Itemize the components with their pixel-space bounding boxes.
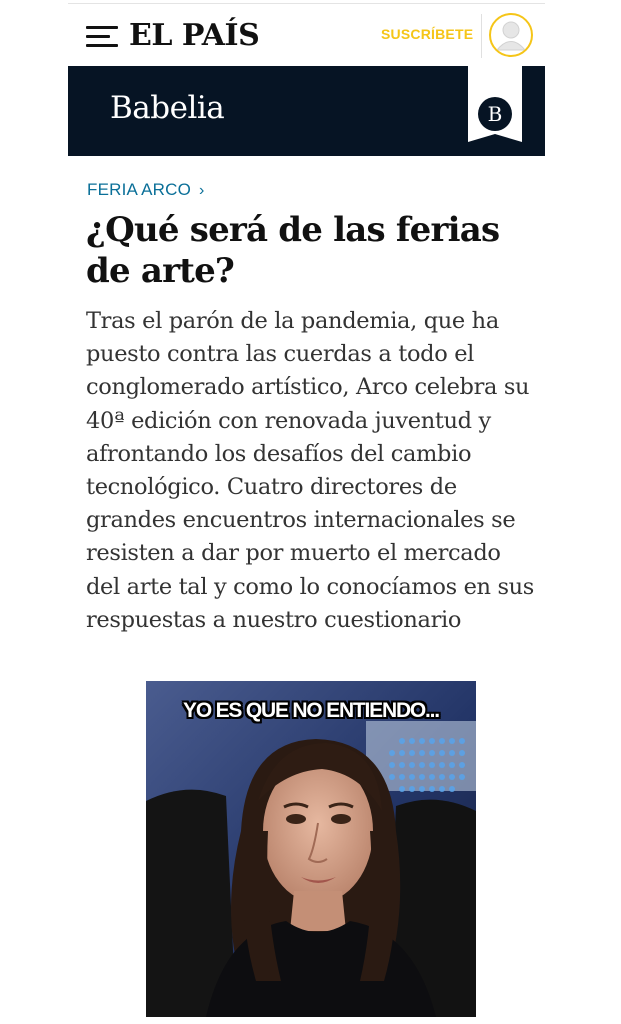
section-title[interactable]: Babelia [110, 90, 225, 126]
section-bookmark-badge[interactable] [468, 66, 522, 142]
site-header [68, 4, 545, 66]
article-kicker-link[interactable] [87, 180, 205, 200]
hamburger-menu-icon[interactable] [86, 26, 118, 48]
section-badge-letter: B [487, 102, 503, 126]
meme-caption: YO ES QUE NO ENTIENDO... [183, 699, 439, 722]
site-logo[interactable]: EL PAÍS [129, 18, 260, 53]
kicker-label: FERIA ARCO [87, 180, 192, 199]
article-standfirst: Tras el parón de la pandemia, que ha puesto contra las cuerdas a todo el conglomerado artístico, Arco celebra su 40ª edición con renovada juventud y afrontando los desafíos del cambio tecnológico. Cuatro directores de grandes encuentros internacionales se resisten a dar por muerto el mercado del arte tal y como lo conocíamos en sus respuestas a nuestro cuestionario [86, 308, 535, 633]
subscribe-button[interactable]: SUSCRÍBETE [381, 26, 474, 42]
article-headline: ¿Qué será de las ferias de arte? [86, 210, 500, 291]
meme-image [146, 681, 476, 1017]
section-banner[interactable] [68, 66, 545, 156]
header-divider [481, 14, 482, 58]
user-avatar-icon[interactable] [489, 13, 533, 57]
chevron-right-icon: › [199, 182, 205, 199]
